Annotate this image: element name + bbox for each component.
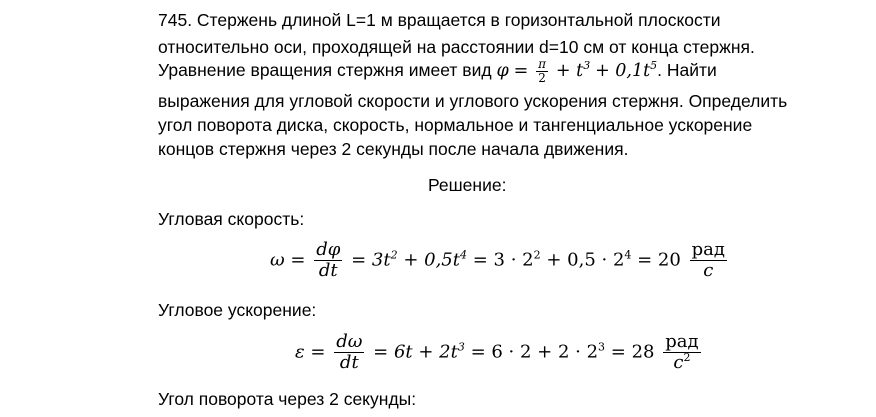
frac-numerator: π <box>538 57 547 71</box>
omega-equation <box>270 240 730 281</box>
frac-numerator: dω <box>336 331 363 352</box>
rad-per-s-unit <box>690 240 727 281</box>
exponent: 3 <box>457 340 465 354</box>
exponent: 2 <box>533 248 541 262</box>
frac-denominator: 2 <box>538 71 546 85</box>
omega-term-1: = 3t <box>351 249 391 271</box>
angle-label: Угол поворота через 2 секунды: <box>158 389 417 409</box>
exponent-3: 3 <box>583 59 591 73</box>
omega-lhs: ω = <box>270 249 306 271</box>
frac-denominator: dt <box>339 352 359 373</box>
phi-symbol: φ <box>496 61 509 82</box>
problem-line-5: угол поворота диска, скорость, нормальное и тангенциальное ускорение <box>158 115 753 135</box>
rad-per-s2-unit <box>663 332 700 373</box>
term-01t: + 0,1t <box>595 61 651 82</box>
exponent: 4 <box>624 248 632 262</box>
equation-term-t3 <box>556 61 590 81</box>
unit-denominator <box>663 353 700 373</box>
unit-numerator: рад <box>665 331 699 352</box>
equals-sign: = <box>513 61 529 82</box>
exponent: 2 <box>390 248 398 262</box>
problem-line-2: относительно оси, проходящей на расстоянии d=10 см от конца стержня. <box>158 37 755 57</box>
term-t: + t <box>555 61 584 82</box>
exponent: 2 <box>683 351 691 364</box>
omega-term-3: = 3 · 2 <box>472 249 534 271</box>
problem-line-4: выражения для угловой скорости и углового ускорения стержня. Определить <box>158 91 788 111</box>
epsilon-term-2: = 6 · 2 + 2 · 2 <box>470 341 599 363</box>
omega-label: Угловая скорость: <box>158 209 305 229</box>
epsilon-lhs: ε = <box>295 341 326 363</box>
exponent: 3 <box>598 340 606 354</box>
problem-line-3 <box>158 58 717 88</box>
equation-term-t5 <box>595 61 657 81</box>
problem-line-3-text: Уравнение вращения стержня имеет вид <box>158 60 492 81</box>
d-phi-dt-fraction <box>314 240 342 281</box>
unit-numerator: рад <box>691 239 725 260</box>
exponent: 4 <box>460 248 467 262</box>
epsilon-equation <box>295 332 704 373</box>
problem-line-6: концов стержня через 2 секунды после начала движения. <box>158 139 629 159</box>
frac-numerator: dφ <box>316 239 341 260</box>
omega-term-2: + 0,5t <box>403 249 460 271</box>
d-omega-dt-fraction <box>334 332 364 373</box>
pi-over-two-fraction <box>536 58 548 85</box>
solution-heading: Решение: <box>428 175 507 195</box>
unit-denominator-base: с <box>673 352 684 373</box>
exponent-5: 5 <box>650 59 658 73</box>
problem-line-1: 745. Стержень длиной L=1 м вращается в горизонтальной плоскости <box>158 10 721 30</box>
problem-line-3-end: . Найти <box>657 60 717 81</box>
epsilon-term-1: = 6t + 2t <box>373 341 458 363</box>
omega-result: = 20 <box>637 249 681 271</box>
epsilon-result: = 28 <box>610 341 655 363</box>
frac-denominator: dt <box>318 260 338 281</box>
epsilon-label: Угловое ускорение: <box>158 300 317 320</box>
omega-term-4: + 0,5 · 2 <box>546 249 625 271</box>
unit-denominator: с <box>703 260 714 281</box>
